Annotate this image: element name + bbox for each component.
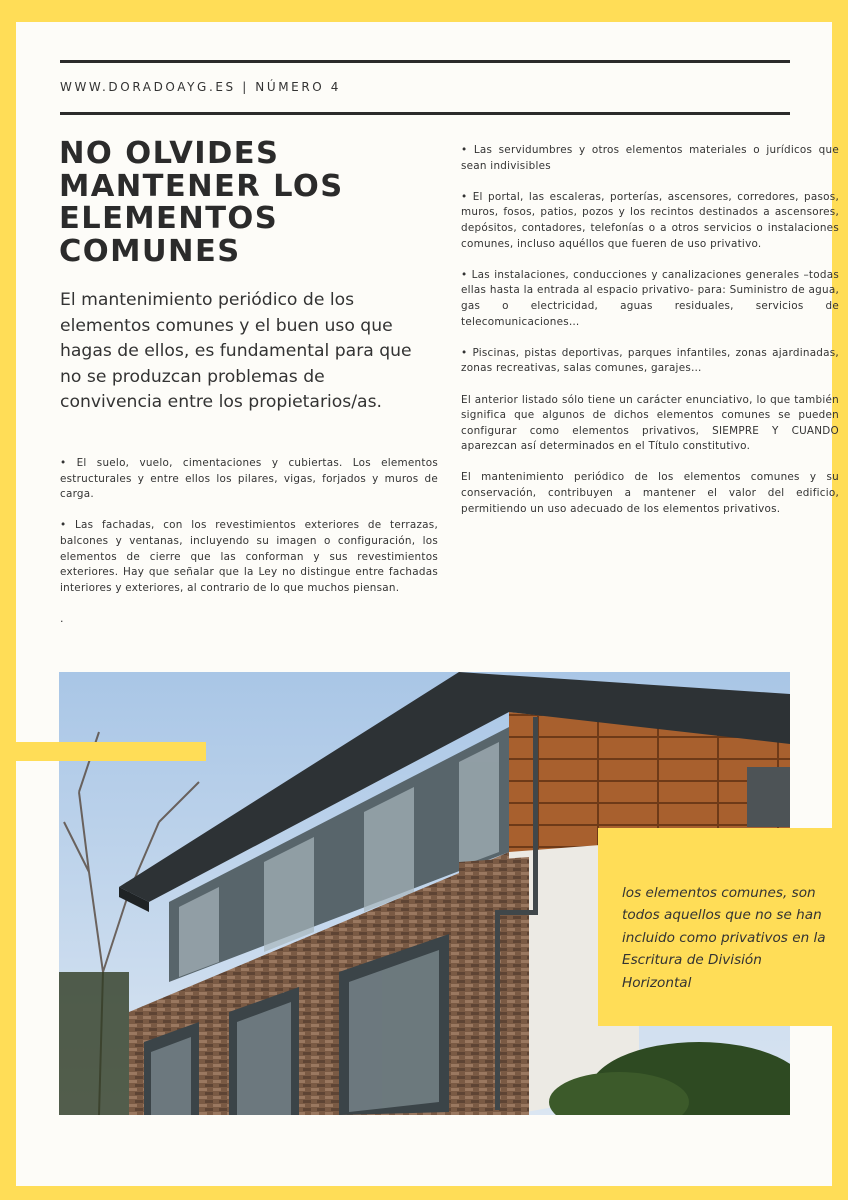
newsletter-page: [16, 22, 839, 1186]
stray-dot: .: [60, 612, 64, 625]
left-column: [60, 456, 438, 612]
header-rule: [60, 112, 790, 115]
article-title: NO OLVIDES MANTENER LOS ELEMENTOS COMUNES: [59, 136, 344, 269]
pull-quote-box: [598, 828, 832, 1026]
paragraph: El mantenimiento periódico de los elementos comunes y su conservación, contribuyen a mantener el valor del edificio, permitiendo un uso adecuado de los elementos privativos.: [461, 471, 839, 515]
article-lead: El mantenimiento periódico de los elementos comunes y el buen uso que hagas de ellos, es fundamental para que no se produzcan problemas de convivencia entre los propietarios/as.: [60, 290, 412, 412]
right-column: [461, 143, 839, 533]
paragraph: • Las fachadas, con los revestimientos exteriores de terrazas, balcones y ventanas, incluyendo su imagen o configuración, los elementos de cierre que las conforman y sus revestimientos exteriores. Hay que señalar que la Ley no distingue entre fachadas interiores y exteriores, al contrario de lo que muchos piensan.: [60, 519, 438, 594]
paragraph: • Piscinas, pistas deportivas, parques infantiles, zonas ajardinadas, zonas recreativas, salas comunes, garajes…: [461, 346, 839, 375]
paragraph: • El suelo, vuelo, cimentaciones y cubiertas. Los elementos estructurales y entre ellos los pilares, vigas, forjados y muros de carga.: [60, 457, 438, 501]
pull-quote: los elementos comunes, son todos aquellos que no se han incluido como privativos en la Escritura de División Horizontal: [622, 885, 826, 991]
top-rule: [60, 60, 790, 63]
paragraph: • El portal, las escaleras, porterías, ascensores, corredores, pasos, muros, fosos, patios, pozos y los recintos destinados a ascensores, depósitos, contadores, telefonías o a otros servicios o instalaciones comunes, incluso aquéllos que fueren de uso privativo.: [461, 190, 839, 250]
site-issue-header: WWW.DORADOAYG.ES | NÚMERO 4: [60, 80, 341, 94]
accent-bar: [16, 742, 206, 761]
paragraph: El anterior listado sólo tiene un carácter enunciativo, lo que también significa que algunos de dichos elementos comunes se pueden configurar como elementos privativos, SIEMPRE Y CUANDO aparezcan así determinados en el Título constitutivo.: [461, 393, 839, 453]
paragraph: • Las servidumbres y otros elementos materiales o jurídicos que sean indivisibles: [461, 144, 839, 172]
paragraph: • Las instalaciones, conducciones y canalizaciones generales –todas ellas hasta la entrada al espacio privativo- para: Suministro de agua, gas o electricidad, aguas residuales, servicios de telecomunicaciones…: [461, 268, 839, 328]
